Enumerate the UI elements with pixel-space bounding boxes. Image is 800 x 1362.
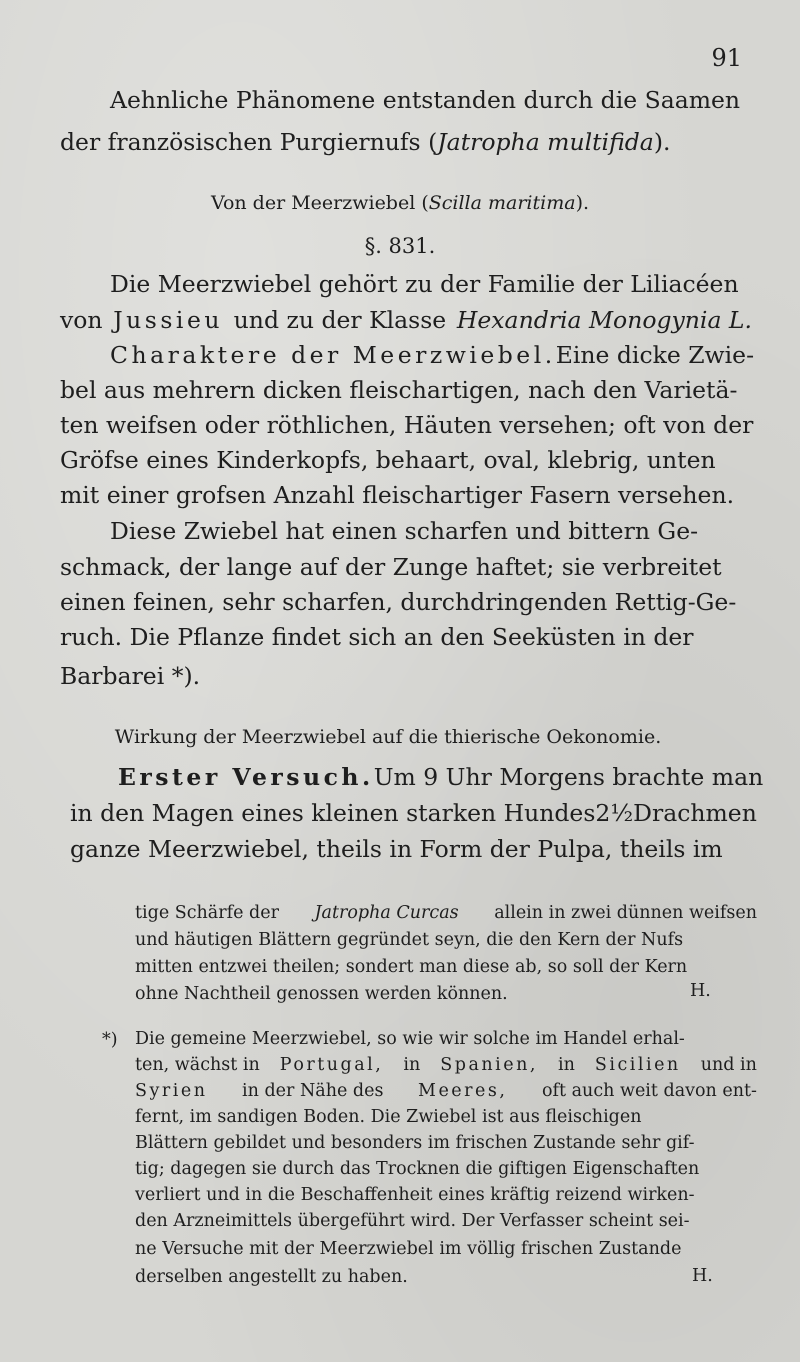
latin-name: Jatropha multifida	[437, 128, 654, 156]
footnote2-line-8: den Arzneimittels übergeführt wird. Der Verfasser scheint sei-	[135, 1211, 690, 1231]
para4-line-2: in den Magen eines kleinen starken Hundes 2½ Drachmen	[70, 799, 757, 827]
para2-line-3: ten weifsen oder röthlichen, Häuten versehen; oft von der	[60, 411, 754, 439]
para2-line-1: Charaktere der Meerzwiebel. Eine dicke Zwie-	[110, 341, 755, 369]
para3-line-3: einen feinen, sehr scharfen, durchdringenden Rettig-Ge-	[60, 588, 737, 616]
page-number: 91	[711, 44, 742, 72]
footnote2-line-7: verliert und in die Beschaffenheit eines kräftig reizend wirken-	[135, 1185, 695, 1205]
para3-line-4: ruch. Die Pflanze findet sich an den Seeküsten in der	[60, 623, 694, 651]
footnote-marker: *)	[102, 1030, 118, 1050]
para3-line-5: Barbarei *).	[60, 662, 201, 690]
footnote2-line-5: Blättern gebildet und besonders im frischen Zustande sehr gif-	[135, 1133, 695, 1153]
para4-line-1: Erster Versuch. Um 9 Uhr Morgens brachte man	[118, 763, 764, 791]
footnote2-line-10: derselben angestellt zu haben.	[135, 1267, 408, 1287]
intro-line-2: der französischen Purgiernufs ( Jatropha multifida ).	[60, 128, 671, 156]
footnote2-line-4: fernt, im sandigen Boden. Die Zwiebel ist aus fleischigen	[135, 1107, 642, 1127]
footnote2-line-3: Syrien in der Nähe des Meeres, oft auch weit davon ent-	[135, 1081, 757, 1101]
para1-line-2: von Jussieu und zu der Klasse Hexandria Monogynia L.	[60, 306, 752, 334]
para2-line-4: Gröfse eines Kinderkopfs, behaart, oval, klebrig, unten	[60, 446, 716, 474]
footnote1-line-4: ohne Nachtheil genossen werden können.	[135, 984, 508, 1004]
para2-line-5: mit einer grofsen Anzahl fleischartiger Fasern versehen.	[60, 481, 735, 509]
para1-line-1: Die Meerzwiebel gehört zu der Familie der Liliacéen	[110, 270, 739, 298]
para3-line-2: schmack, der lange auf der Zunge haftet; sie verbreitet	[60, 553, 722, 581]
para3-line-1: Diese Zwiebel hat einen scharfen und bittern Ge-	[110, 517, 699, 545]
footnote1-line-1: tige Schärfe der Jatropha Curcas allein in zwei dünnen weifsen	[135, 903, 757, 923]
footnote2-line-2: ten, wächst in Portugal, in Spanien, in Sicilien und in	[135, 1055, 757, 1075]
footnote1-line-2: und häutigen Blättern gegründet seyn, die den Kern der Nufs	[135, 930, 684, 950]
para4-line-3: ganze Meerzwiebel, theils in Form der Pulpa, theils im	[70, 835, 723, 863]
section-heading: Von der Meerzwiebel (Scilla maritima).	[210, 192, 590, 214]
footnote1-signature: H.	[690, 981, 711, 1001]
footnote2-signature: H.	[692, 1266, 713, 1286]
paragraph-number: §. 831.	[364, 234, 436, 258]
footnote1-line-3: mitten entzwei theilen; sondert man diese ab, so soll der Kern	[135, 957, 688, 977]
intro-line-1: Aehnliche Phänomene entstanden durch die Saamen	[110, 86, 741, 114]
footnote2-line-1: Die gemeine Meerzwiebel, so wie wir solche im Handel erhal-	[135, 1029, 685, 1049]
footnote2-line-6: tig; dagegen sie durch das Trocknen die giftigen Eigenschaften	[135, 1159, 700, 1179]
footnote2-line-9: ne Versuche mit der Meerzwiebel im völlig frischen Zustande	[135, 1239, 682, 1259]
para2-line-2: bel aus mehrern dicken fleischartigen, nach den Varietä-	[60, 376, 738, 404]
subheading: Wirkung der Meerzwiebel auf die thierische Oekonomie.	[114, 726, 662, 748]
